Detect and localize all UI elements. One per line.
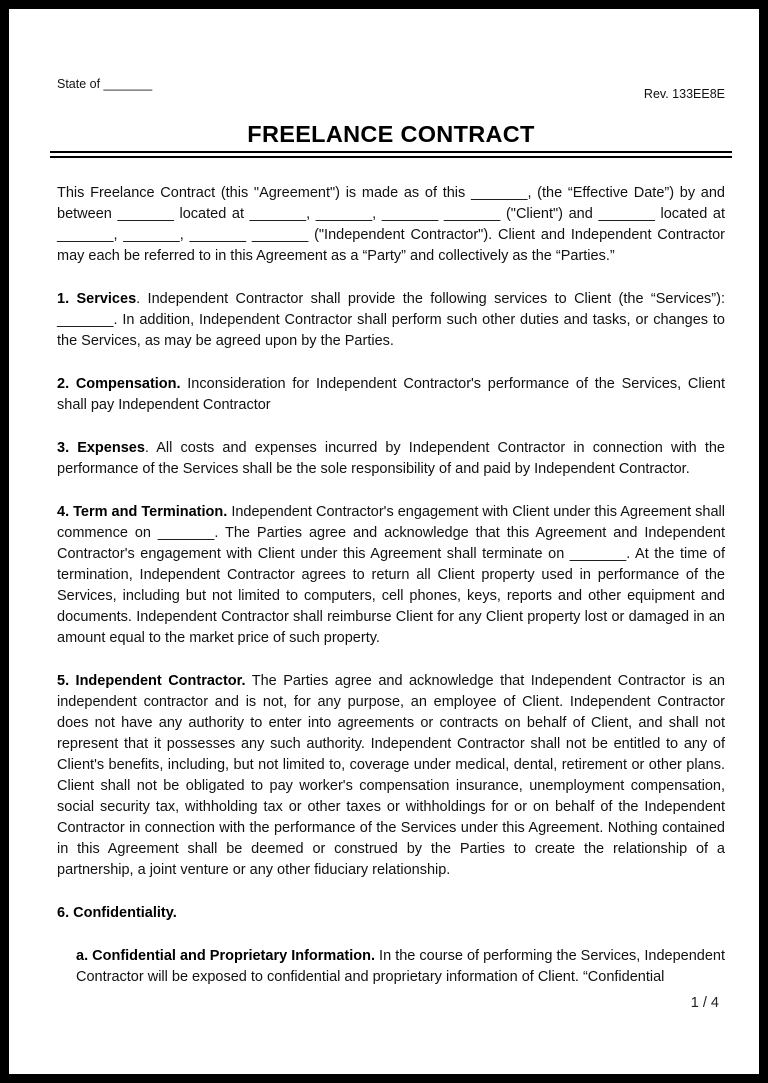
- section-heading: 4. Term and Termination.: [57, 504, 228, 520]
- intro-paragraph: This Freelance Contract (this "Agreement") is made as of this _______, (the “Effective Date”) by and between _______ located at _______, _______, _______ _______ ("Client") and _______ located at _______, _______, _______ _______ ("Independent Contractor"). Client and Independent Contractor may each be referred to in this Agreement as a “Party” and collectively as the “Parties.”: [57, 185, 725, 264]
- section-term-and-termination: [57, 502, 725, 649]
- subsection-heading: a. Confidential and Proprietary Information.: [76, 948, 375, 964]
- subsection-confidential-proprietary-information: [76, 946, 725, 988]
- section-confidentiality: [57, 903, 725, 924]
- section-services: [57, 289, 725, 352]
- section-separator: .: [136, 291, 148, 307]
- section-expenses: [57, 438, 725, 480]
- section-heading: 1. Services: [57, 291, 137, 307]
- page-number: 1 / 4: [690, 995, 719, 1011]
- page-title: FREELANCE CONTRACT: [247, 121, 535, 147]
- section-heading: 3. Expenses: [57, 440, 145, 456]
- page-content: [57, 77, 725, 988]
- section-heading: 2. Compensation.: [57, 376, 181, 392]
- section-body: The Parties agree and acknowledge that Independent Contractor is an independent contractor and is not, for any purpose, an employee of Client. Independent Contractor does not have any authority to enter into agreements or contracts on behalf of Client, and shall not represent that it possesses any such authority. Independent Contractor shall not be entitled to any of Client's benefits, including, but not limited to, coverage under medical, dental, retirement or other plans. Client shall not be obligated to pay worker's compensation insurance, unemployment compensation, social security tax, withholding tax or other taxes or withholdings for or on behalf of the Independent Contractor in connection with the performance of the Services under this Agreement. Nothing contained in this Agreement shall be deemed or construed by the Parties to create the relationship of a partnership, a joint venture or any other fiduciary relationship.: [57, 673, 725, 878]
- section-heading: 5. Independent Contractor.: [57, 673, 246, 689]
- section-heading: 6. Confidentiality.: [57, 905, 177, 921]
- state-of-label: State of _______: [57, 77, 153, 91]
- subsection-body: In the course of performing the Services, Independent Contractor will be exposed to confidential and proprietary information of Client. “Confidential: [76, 948, 725, 985]
- section-body: Inconsideration for Independent Contractor's performance of the Services, Client shall pay Independent Contractor: [57, 376, 726, 413]
- header: [57, 77, 725, 102]
- title-divider: [50, 151, 732, 158]
- section-body: Independent Contractor shall provide the following services to Client (the “Services”): _______. In addition, Independent Contractor shall perform such other duties and tasks, or changes to the Services, as may be agreed upon by the Parties.: [57, 291, 725, 349]
- section-compensation: [57, 374, 725, 416]
- revision-label: Rev. 133EE8E: [643, 87, 725, 101]
- section-body: Independent Contractor's engagement with Client under this Agreement shall commence on _______. The Parties agree and acknowledge that this Agreement and Independent Contractor's engagement with Client under this Agreement shall terminate on _______. At the time of termination, Independent Contractor agrees to return all Client property used in performance of the Services, including but not limited to computers, cell phones, keys, reports and other equipment and documents. Independent Contractor shall reimburse Client for any Client property lost or damaged in an amount equal to the market price of such property.: [57, 504, 725, 646]
- section-independent-contractor: [57, 671, 725, 881]
- section-body: All costs and expenses incurred by Independent Contractor in connection with the performance of the Services shall be the sole responsibility of and paid by Independent Contractor.: [57, 440, 725, 477]
- section-separator: .: [144, 440, 157, 456]
